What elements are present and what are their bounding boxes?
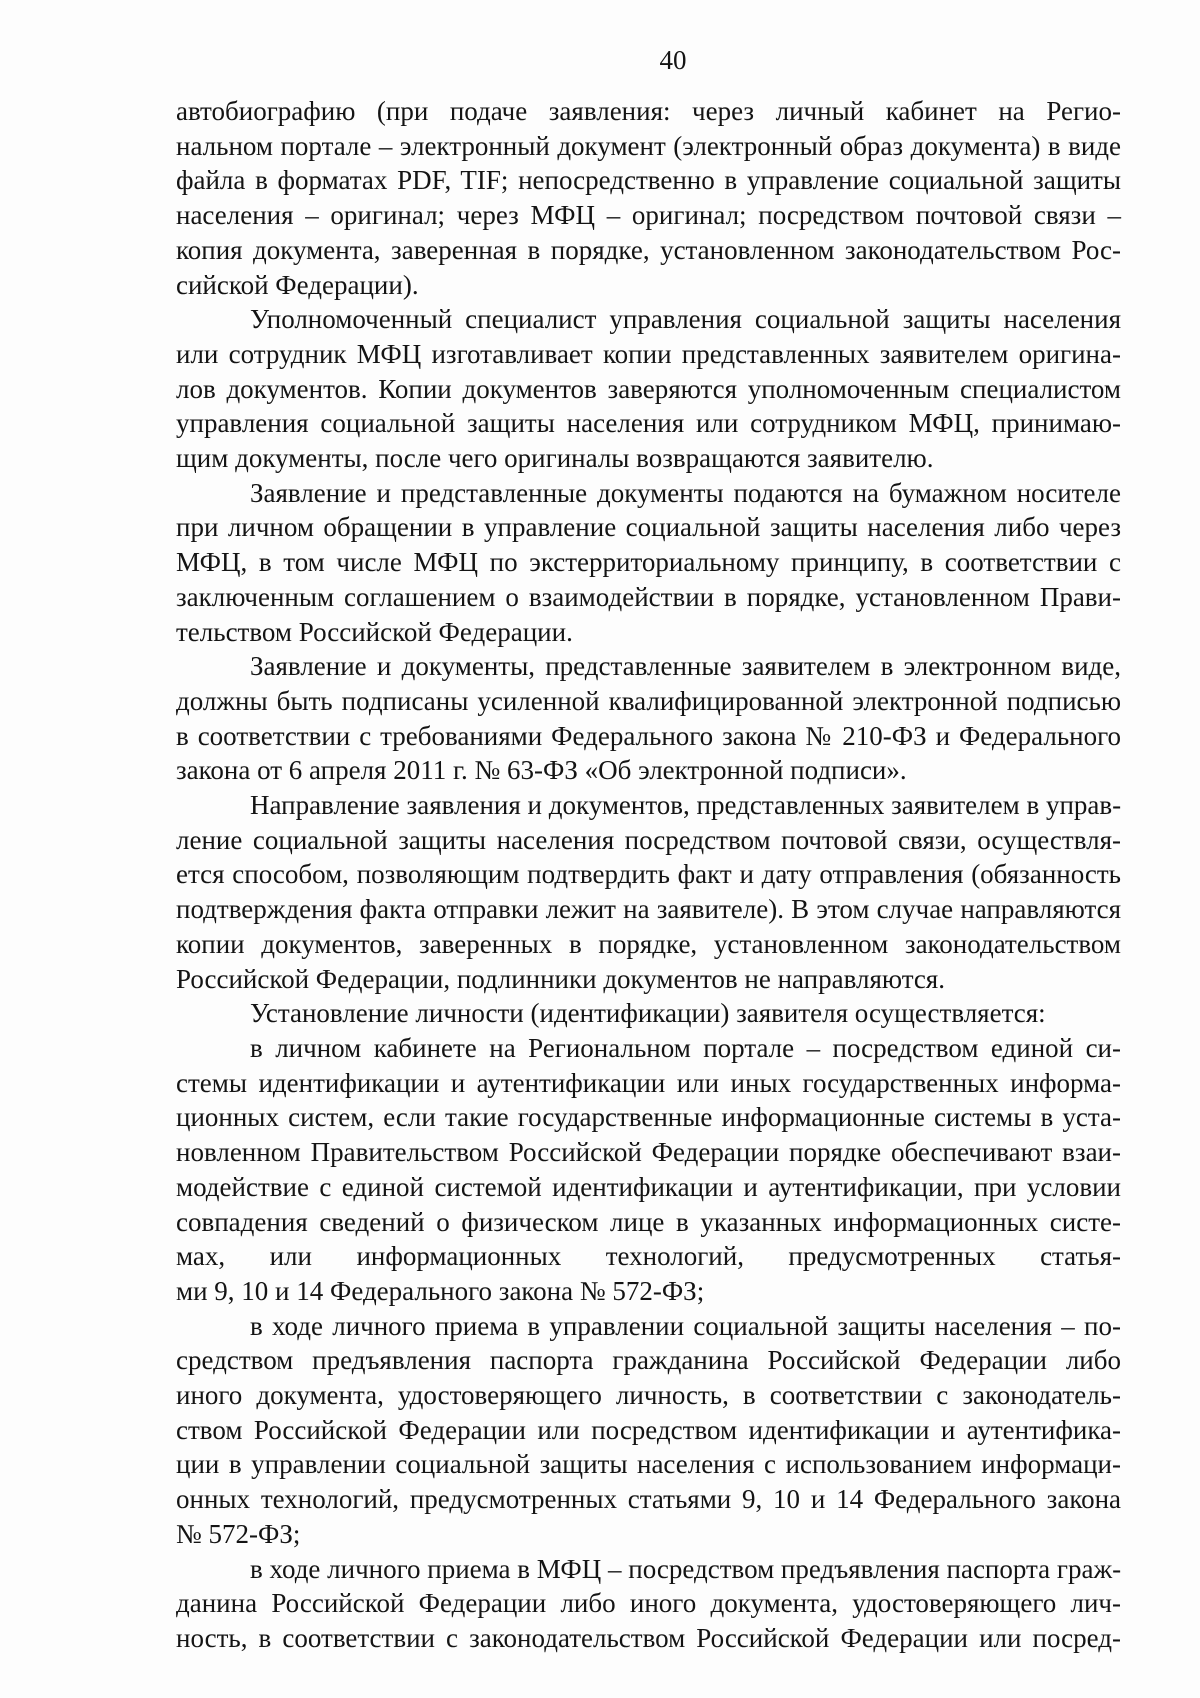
paragraph-line: должны быть подписаны усиленной квалифицированной электронной подписью bbox=[176, 685, 1121, 716]
paragraph-line: тельством Российской Федерации. bbox=[176, 616, 573, 647]
paragraph bbox=[176, 94, 1121, 302]
paragraph-line: населения – оригинал; через МФЦ – оригинал; посредством почтовой связи – bbox=[176, 200, 1121, 231]
paragraph bbox=[176, 788, 1121, 996]
paragraph-line: лов документов. Копии документов заверяются уполномоченным специалистом bbox=[176, 373, 1121, 404]
paragraph-line: подтверждения факта отправки лежит на заявителе). В этом случае направляются bbox=[176, 894, 1121, 925]
paragraph-line: мах, или информационных технологий, предусмотренных статья- bbox=[176, 1241, 1121, 1272]
paragraph-line: ционных систем, если такие государственные информационные системы в уста- bbox=[176, 1102, 1121, 1133]
body-text bbox=[176, 94, 1121, 1656]
paragraph-line: совпадения сведений о физическом лице в указанных информационных систе- bbox=[176, 1206, 1121, 1237]
paragraph-line: иного документа, удостоверяющего личность, в соответствии с законодатель- bbox=[176, 1380, 1121, 1411]
paragraph-line: ством Российской Федерации или посредством идентификации и аутентифика- bbox=[176, 1414, 1121, 1445]
paragraph-line: модействие с единой системой идентификации и аутентификации, при условии bbox=[176, 1171, 1121, 1202]
paragraph-line: МФЦ, в том числе МФЦ по экстерриториальному принципу, в соответствии с bbox=[176, 547, 1121, 578]
paragraph-line: щим документы, после чего оригиналы возвращаются заявителю. bbox=[176, 443, 934, 474]
paragraph bbox=[176, 302, 1121, 476]
paragraph bbox=[176, 1552, 1121, 1656]
paragraph bbox=[176, 996, 1121, 1031]
paragraph-line: Установление личности (идентификации) заявителя осуществляется: bbox=[250, 998, 1046, 1029]
paragraph-line: ность, в соответствии с законодательством Российской Федерации или посред- bbox=[176, 1622, 1121, 1653]
paragraph-line: Уполномоченный специалист управления социальной защиты населения bbox=[250, 304, 1121, 335]
paragraph-line: Заявление и документы, представленные заявителем в электронном виде, bbox=[250, 651, 1121, 682]
paragraph-line: ется способом, позволяющим подтвердить факт и дату отправления (обязанность bbox=[176, 859, 1121, 890]
paragraph-line: ми 9, 10 и 14 Федерального закона № 572-ФЗ; bbox=[176, 1275, 705, 1306]
paragraph-line: Российской Федерации, подлинники документов не направляются. bbox=[176, 963, 945, 994]
paragraph-line: ции в управлении социальной защиты населения с использованием информаци- bbox=[176, 1449, 1121, 1480]
paragraph-line: закона от 6 апреля 2011 г. № 63-ФЗ «Об электронной подписи». bbox=[176, 755, 907, 786]
page-number: 40 bbox=[659, 45, 687, 75]
paragraph-line: копия документа, заверенная в порядке, установленном законодательством Рос- bbox=[176, 234, 1121, 265]
paragraph bbox=[176, 1309, 1121, 1552]
paragraph bbox=[176, 1031, 1121, 1309]
paragraph-line: сийской Федерации). bbox=[176, 269, 419, 300]
paragraph-line: стемы идентификации и аутентификации или иных государственных информа- bbox=[176, 1067, 1121, 1098]
paragraph-line: нальном портале – электронный документ (электронный образ документа) в виде bbox=[176, 130, 1121, 161]
paragraph-line: автобиографию (при подаче заявления: через личный кабинет на Регио- bbox=[176, 96, 1121, 126]
paragraph-line: копии документов, заверенных в порядке, установленном законодательством bbox=[176, 928, 1121, 959]
paragraph-line: Направление заявления и документов, представленных заявителем в управ- bbox=[250, 790, 1122, 821]
paragraph-line: данина Российской Федерации либо иного документа, удостоверяющего лич- bbox=[176, 1588, 1121, 1619]
paragraph-line: № 572-ФЗ; bbox=[176, 1518, 301, 1549]
paragraph-line: управления социальной защиты населения или сотрудником МФЦ, принимаю- bbox=[176, 408, 1121, 439]
paragraph bbox=[176, 476, 1121, 650]
paragraph-line: файла в форматах PDF, TIF; непосредственно в управление социальной защиты bbox=[176, 165, 1121, 196]
paragraph-line: или сотрудник МФЦ изготавливает копии представленных заявителем оригина- bbox=[176, 338, 1121, 369]
paragraph-line: в личном кабинете на Региональном портале – посредством единой си- bbox=[250, 1032, 1121, 1063]
paragraph bbox=[176, 649, 1121, 788]
paragraph-line: заключенным соглашением о взаимодействии в порядке, установленном Прави- bbox=[176, 581, 1121, 612]
paragraph-line: Заявление и представленные документы подаются на бумажном носителе bbox=[250, 477, 1121, 508]
paragraph-line: новленном Правительством Российской Федерации порядке обеспечивают взаи- bbox=[176, 1137, 1121, 1168]
paragraph-line: при личном обращении в управление социальной защиты населения либо через bbox=[176, 512, 1121, 543]
paragraph-line: ление социальной защиты населения посредством почтовой связи, осуществля- bbox=[176, 824, 1121, 855]
paragraph-line: в соответствии с требованиями Федерального закона № 210-ФЗ и Федерального bbox=[176, 720, 1121, 751]
paragraph-line: онных технологий, предусмотренных статьями 9, 10 и 14 Федерального закона bbox=[176, 1484, 1121, 1515]
paragraph-line: в ходе личного приема в управлении социальной защиты населения – по- bbox=[250, 1310, 1121, 1341]
paragraph-line: в ходе личного приема в МФЦ – посредством предъявления паспорта граж- bbox=[250, 1553, 1122, 1584]
paragraph-line: средством предъявления паспорта гражданина Российской Федерации либо bbox=[176, 1345, 1121, 1376]
